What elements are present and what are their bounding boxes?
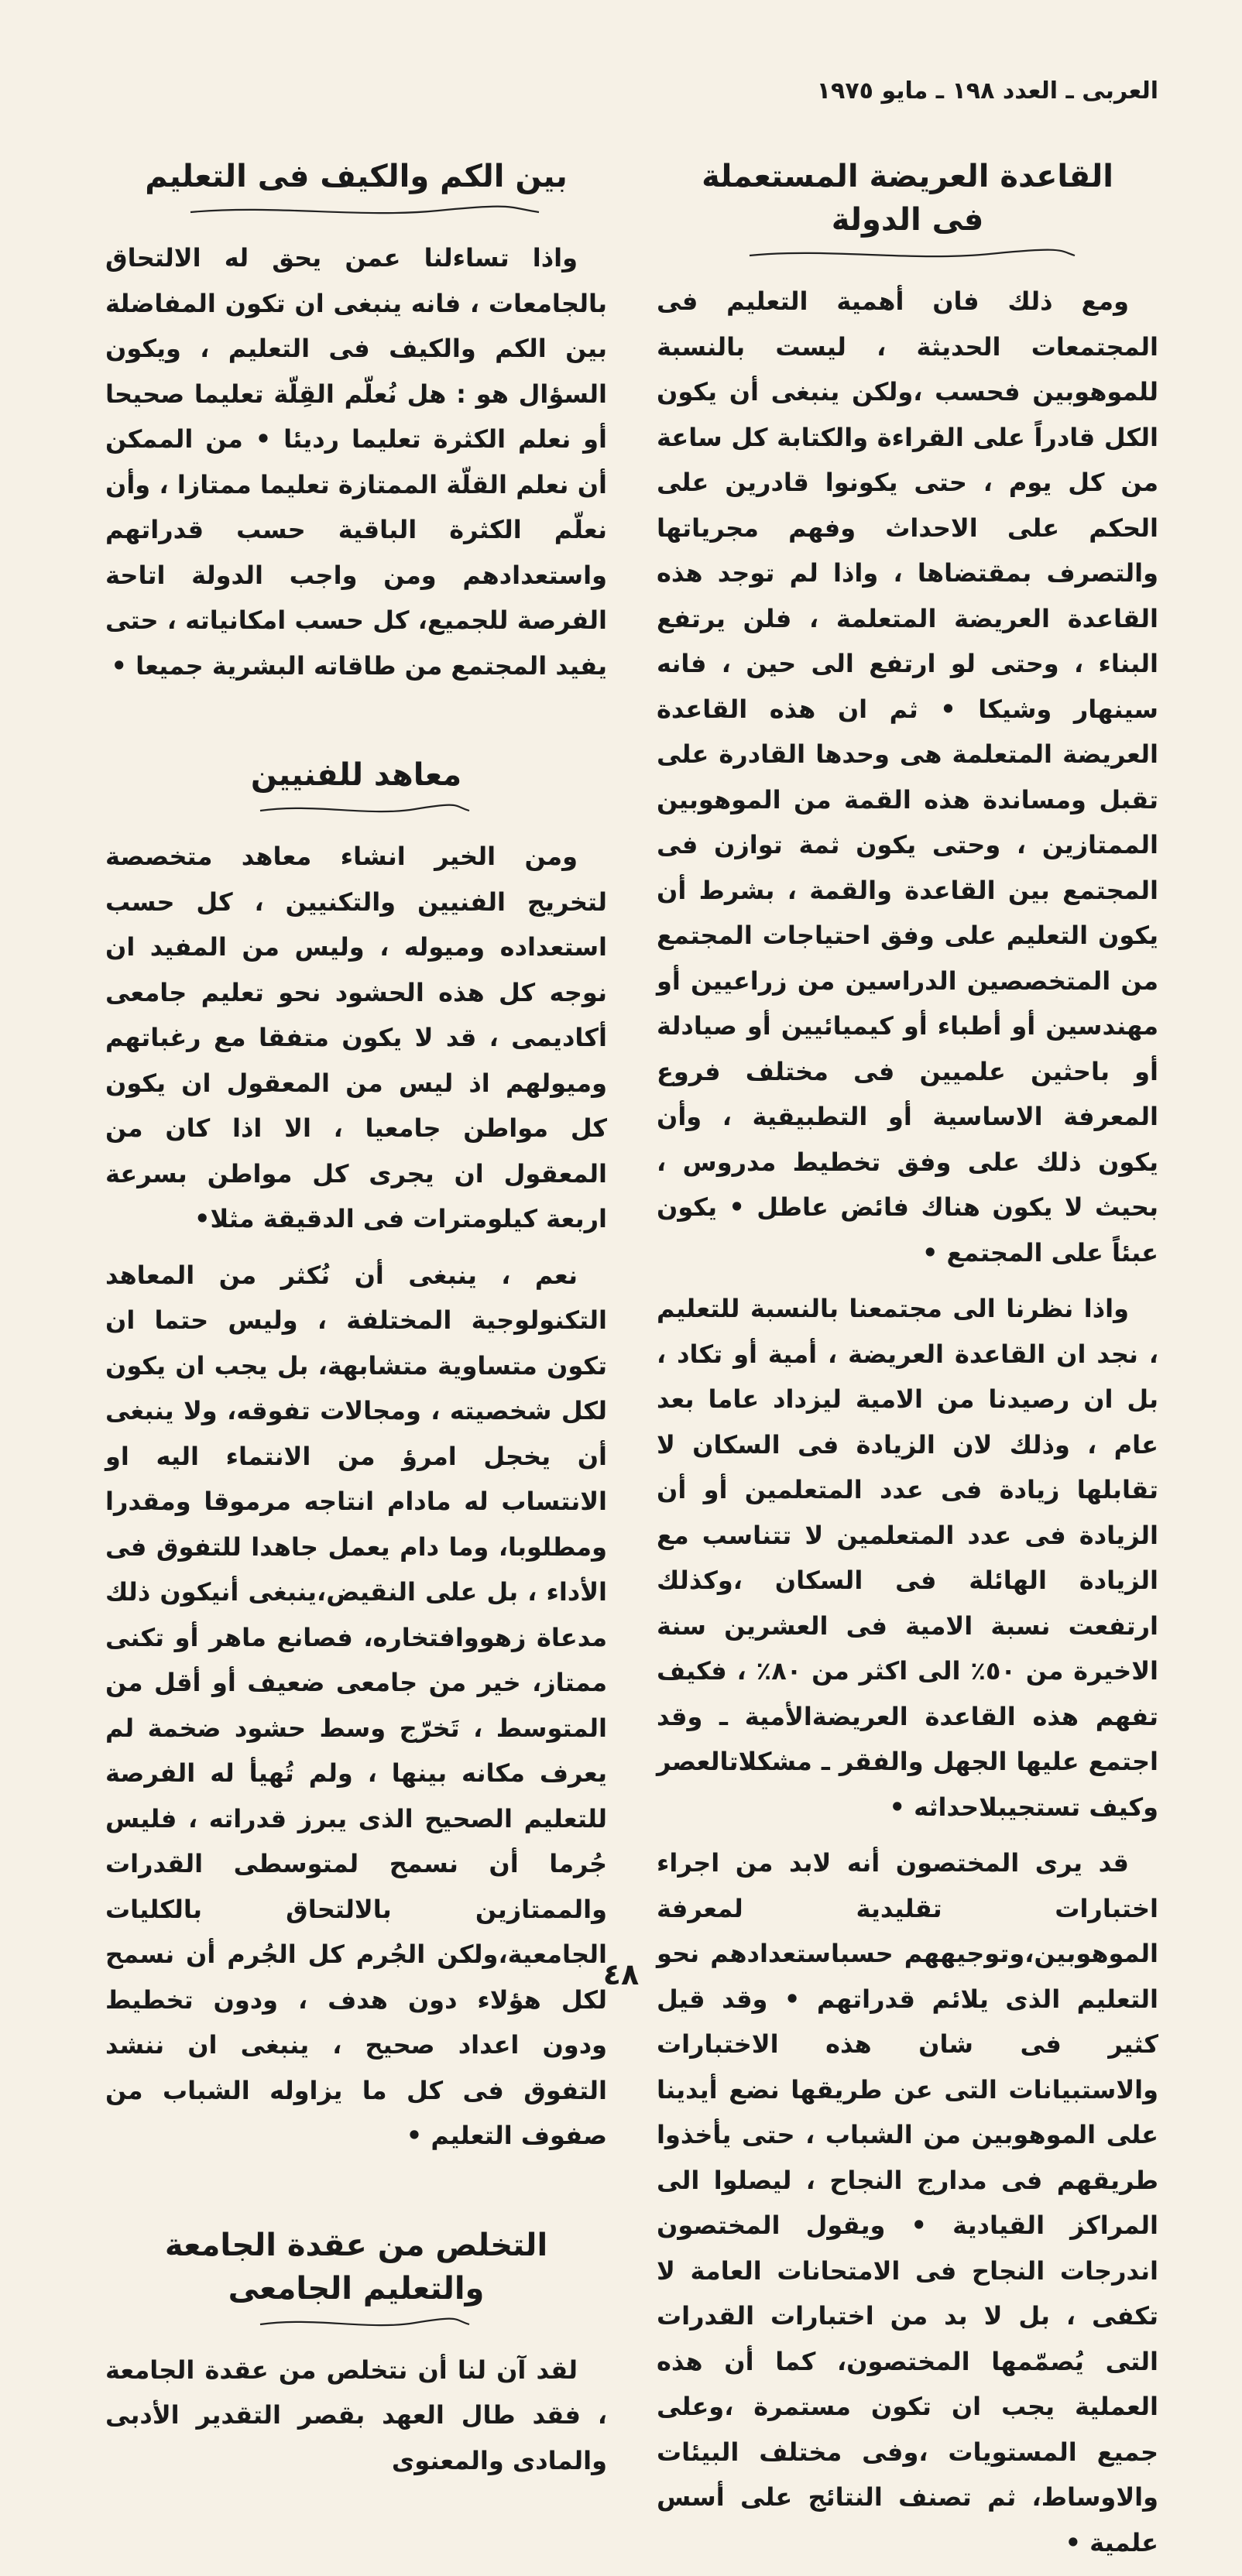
heading-ornament: [105, 2314, 607, 2334]
paragraph: لقد آن لنا أن نتخلص من عقدة الجامعة ، فقد طال العهد بقصر التقدير الأدبى والمادى والمعنوى: [105, 2355, 607, 2475]
paragraph: نعم ، ينبغى أن نُكثر من المعاهد التكنولوجية المختلفة ، وليس حتما ان تكون متساوية متشابهة، بل يجب ان يكون لكل شخصيته ، ومجالات تفوقه، ولا ينبغى أن يخجل امرؤ من الانتماء اليه او الانتساب له مادام انتاجه مرموقا ومقدرا ومطلوبا، وما دام يعمل جاهدا للتفوق فى الأداء ، بل على النقيض،ينبغى أنيكون ذلك مدعاة زهووافتخاره، فصانع ماهر أو تكنى ممتاز، خير من جامعى ضعيف أو أقل من المتوسط ، تَخرّج وسط حشود ضخمة لم يعرف مكانه بينها ، ولم تُهيأ له الفرصة للتعليم الصحيح الذى يبرز قدراته ، فليس جُرما أن نسمح لمتوسطى القدرات والممتازين بالالتحاق بالكليات الجامعية،ولكن الجُرم كل الجُرم أن نسمح لكل هؤلاء دون هدف ، ودون تخطيط ودون اعداد صحيح ، ينبغى ان ننشد التفوق فى كل ما يزاوله الشباب من صفوف التعليم •: [105, 1260, 607, 2150]
section-heading-quantity-quality: بين الكم والكيف فى التعليم: [145, 159, 568, 194]
heading-ornament: [105, 201, 607, 221]
heading-ornament: [657, 245, 1158, 265]
paragraph: قد يرى المختصون أنه لابد من اجراء اختبارات تقليدية لمعرفة الموهوبين،وتوجيههم حسباستعدادهم نحو التعليم الذى يلائم قدراتهم • وقد قيل كثير فى شان هذه الاختبارات والاستبيانات التى عن طريقها نضع أيدينا على الموهوبين من الشباب ، حتى يأخذوا طريقهم فى مدارج النجاح ، ليصلوا الى المراكز القيادية • ويقول المختصون اندرجات النجاح فى الامتحانات العامة لا تكفى ، بل لا بد من اختبارات القدرات التى يُصمّمها المختصون، كما أن هذه العملية يجب ان تكون مستمرة ،وعلى جميع المستويات ،وفى مختلف البيئات والاوساط، ثم تصنف النتائج على أسس علمية •: [657, 1848, 1158, 2557]
running-head: العربى ـ العدد ١٩٨ ـ مايو ١٩٧٥: [816, 77, 1158, 105]
heading-ornament: [105, 800, 607, 820]
left-column: [105, 155, 607, 2494]
right-column-heading: [657, 155, 1158, 242]
right-heading-line2: فى الدولة: [831, 202, 984, 238]
paragraph: ومن الخير انشاء معاهد متخصصة لتخريج الفنيين والتكنيين ، كل حسب استعداده وميوله ، وليس من المفيد ان نوجه كل هذه الحشود نحو تعليم جامعى أكاديمى ، قد لا يكون متفقا مع رغباتهم وميولهم اذ ليس من المعقول ان يكون كل مواطن جامعيا ، الا اذا كان من المعقول ان يجرى كل مواطن بسرعة اربعة كيلومترات فى الدقيقة مثلا•: [105, 842, 607, 1233]
section3-heading-line2: والتعليم الجامعى: [228, 2270, 485, 2307]
paragraph: واذا نظرنا الى مجتمعنا بالنسبة للتعليم ، نجد ان القاعدة العريضة ، أمية أو تكاد ، بل ان رصيدنا من الامية ليزداد عاما بعد عام ، وذلك لان الزيادة فى السكان لا تقابلها زيادة فى عدد المتعلمين أو أن الزيادة فى عدد المتعلمين لا تتناسب مع الزيادة الهائلة فى السكان ،وكذلك ارتفعت نسبة الامية فى العشرين سنة الاخيرة من ٥٠٪ الى اكثر من ٨٠٪ ، فكيف تفهم هذه القاعدة العريضةالأمية ـ وقد اجتمع عليها الجهل والفقر ـ مشكلاتالعصر وكيف تستجيبلاحداثه •: [657, 1294, 1159, 1822]
paragraph: واذا تساءلنا عمن يحق له الالتحاق بالجامعات ، فانه ينبغى ان تكون المفاضلة بين الكم والكيف فى التعليم ، ويكون السؤال هو : هل نُعلّم القِلّة تعليما صحيحا أو نعلم الكثرة تعليما رديئا • من الممكن أن نعلم القلّة الممتازة تعليما ممتازا ، وأن نعلّم الكثرة الباقية حسب قدراتهم واستعدادهم ومن واجب الدولة اتاحة الفرصة للجميع، كل حسب امكانياته ، حتى يفيد المجتمع من طاقاته البشرية جميعا •: [105, 243, 607, 681]
section-heading-university-complex: [105, 2224, 607, 2310]
right-column: [657, 155, 1158, 2576]
right-heading-line1: القاعدة العريضة المستعملة: [702, 159, 1113, 194]
section-heading-technical-institutes: معاهد للفنيين: [250, 757, 462, 793]
paragraph: ومع ذلك فان أهمية التعليم فى المجتمعات الحديثة ، ليست بالنسبة للموهوبين فحسب ،ولكن ينبغى أن يكون الكل قادراً على القراءة والكتابة كل ساعة من كل يوم ، حتى يكونوا قادرين على الحكم على الاحداث وفهم مجرياتها والتصرف بمقتضاها ، واذا لم توجد هذه القاعدة العريضة المتعلمة ، فلن يرتفع البناء ، وحتى لو ارتفع الى حين ، فانه سينهار وشيكا • ثم ان هذه القاعدة العريضة المتعلمة هى وحدها القادرة على تقبل ومساندة هذه القمة من الموهوبين الممتازين ، وحتى يكون ثمة توازن فى المجتمع بين القاعدة والقمة ، بشرط أن يكون التعليم على وفق احتياجات المجتمع من المتخصصين الدراسين من زراعيين أو مهندسين أو أطباء أو كيميائيين أو صيادلة أو باحثين علميين فى مختلف فروع المعرفة الاساسية أو التطبيقية ، وأن يكون ذلك على وفق تخطيط مدروس ، بحيث لا يكون هناك فائض عاطل • يكون عبئاً على المجتمع •: [657, 286, 1158, 1267]
section3-heading-line1: التخلص من عقدة الجامعة: [164, 2227, 548, 2263]
page-number: ٤٨: [602, 1957, 640, 1991]
